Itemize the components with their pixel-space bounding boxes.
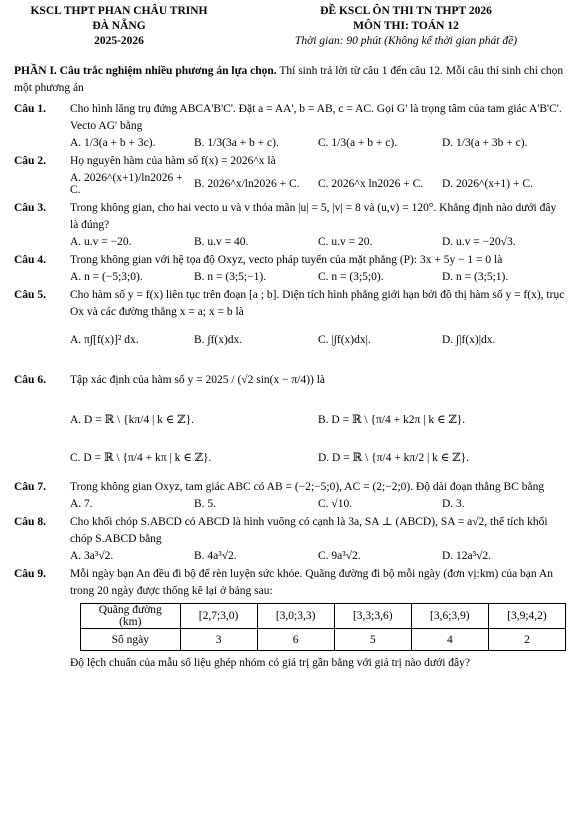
option-d[interactable]: D. D = ℝ \ {π/4 + kπ/2 | k ∈ ℤ}. — [318, 452, 469, 464]
table-cell: [2,7;3,0) — [180, 604, 257, 629]
option-a[interactable]: A. D = ℝ \ {kπ/4 | k ∈ ℤ}. — [70, 414, 194, 426]
question-footer: Độ lệch chuẩn của mẫu số liệu ghép nhóm có giá trị gần bằng với giá trị nào dưới đây? — [70, 657, 471, 669]
table-cell: 2 — [488, 629, 565, 651]
header-left — [14, 4, 224, 49]
option-d[interactable]: D. u.v = −20√3. — [442, 236, 516, 248]
question-1 — [14, 101, 566, 149]
table-cell: 6 — [257, 629, 334, 651]
question-label: Câu 7. — [14, 481, 46, 493]
option-c[interactable]: C. 2026^x ln2026 + C. — [318, 178, 424, 190]
table-cell: [3,0;3,3) — [257, 604, 334, 629]
header-right — [246, 4, 566, 49]
question-label: Câu 4. — [14, 254, 46, 266]
school-year: 2025-2026 — [94, 35, 144, 47]
option-c[interactable]: C. |∫f(x)dx|. — [318, 334, 371, 346]
exam-time: Thời gian: 90 phút (Không kể thời gian phát đề) — [294, 35, 518, 47]
option-a[interactable]: A. π∫[f(x)]² dx. — [70, 334, 139, 346]
question-2 — [14, 153, 566, 196]
question-text: Cho khối chóp S.ABCD có ABCD là hình vuông có cạnh là 3a, SA ⊥ (ABCD), SA = a√2, thể tích khối chóp S.ABCD bằng — [70, 516, 548, 545]
question-text: Mỗi ngày bạn An đều đi bộ để rèn luyện sức khỏe. Quãng đường đi bộ mỗi ngày (đơn vị:km) của bạn An trong 20 ngày được thống kê lại ở bảng sau: — [70, 568, 553, 597]
table-header-row — [81, 604, 566, 629]
table-cell: [3,9;4,2) — [488, 604, 565, 629]
question-3 — [14, 200, 566, 248]
option-a[interactable]: A. 3a³√2. — [70, 550, 114, 562]
question-label: Câu 9. — [14, 568, 46, 580]
exam-title: ĐỀ KSCL ÔN THI TN THPT 2026 — [320, 5, 492, 17]
question-label: Câu 6. — [14, 373, 46, 386]
table-cell: Quãng đường (km) — [81, 604, 181, 629]
option-b[interactable]: B. D = ℝ \ {π/4 + k2π | k ∈ ℤ}. — [318, 414, 466, 426]
option-c[interactable]: C. 9a³√2. — [318, 550, 361, 562]
question-8 — [14, 514, 566, 562]
option-a[interactable]: A. 2026^(x+1)/ln2026 + C. — [70, 172, 183, 196]
option-b[interactable]: B. n = (3;5;−1). — [194, 271, 267, 283]
option-c[interactable]: C. D = ℝ \ {π/4 + kπ | k ∈ ℤ}. — [70, 452, 212, 464]
option-a[interactable]: A. 7. — [70, 498, 93, 510]
question-label: Câu 5. — [14, 289, 46, 301]
question-text: Họ nguyên hàm của hàm số f(x) = 2026^x là — [70, 155, 276, 167]
exam-header — [14, 4, 566, 49]
option-c[interactable]: C. 1/3(a + b + c). — [318, 137, 398, 149]
question-label: Câu 8. — [14, 516, 46, 528]
question-text: Cho hàm số y = f(x) liên tục trên đoạn [a ; b]. Diện tích hình phẳng giới hạn bởi đồ thị hàm số y = f(x), trục Ox và các đường thẳng x = a; x = b là — [70, 289, 565, 318]
option-c[interactable]: C. n = (3;5;0). — [318, 271, 384, 283]
question-6 — [14, 361, 566, 475]
question-7 — [14, 479, 566, 510]
option-b[interactable]: B. 4a³√2. — [194, 550, 237, 562]
city-name: ĐÀ NẴNG — [92, 20, 146, 32]
option-c[interactable]: C. u.v = 20. — [318, 236, 373, 248]
option-d[interactable]: D. 3. — [442, 498, 465, 510]
question-label: Câu 2. — [14, 155, 46, 167]
table-cell: [3,6;3,9) — [411, 604, 488, 629]
question-label: Câu 3. — [14, 202, 46, 214]
question-text: Trong không gian Oxyz, tam giác ABC có AB = (−2;−5;0), AC = (2;−2;0). Độ dài đoạn thẳng BC bằng — [70, 481, 545, 493]
option-a[interactable]: A. u.v = −20. — [70, 236, 132, 248]
question-text: Tập xác định của hàm số y = 2025 / (√2 sin(x − π/4)) là — [70, 373, 326, 386]
section-instruction: Thí sinh trả lời từ câu 1 đến câu 12. Mỗi câu thí sinh chỉ chọn một phương án — [14, 65, 564, 94]
option-d[interactable]: D. 12a³√2. — [442, 550, 492, 562]
table-cell: 5 — [334, 629, 411, 651]
option-b[interactable]: B. 1/3(3a + b + c). — [194, 137, 279, 149]
question-text: Trong không gian, cho hai vecto u và v thỏa mãn |u| = 5, |v| = 8 và (u,v) = 120°. Khẳng định nào dưới đây là đúng? — [70, 202, 557, 231]
option-b[interactable]: B. 5. — [194, 498, 217, 510]
option-d[interactable]: D. ∫|f(x)|dx. — [442, 334, 496, 346]
option-d[interactable]: D. n = (3;5;1). — [442, 271, 509, 283]
question-text: Cho hình lăng trụ đứng ABCA'B'C'. Đặt a = AA', b = AB, c = AC. Gọi G' là trọng tâm của tam giác A'B'C'. Vecto AG' bằng — [70, 103, 562, 132]
exam-subject: MÔN THI: TOÁN 12 — [353, 20, 459, 32]
table-row — [81, 629, 566, 651]
question-5 — [14, 287, 566, 357]
section-title: PHẦN I. Câu trắc nghiệm nhiều phương án lựa chọn. — [14, 65, 277, 77]
question-4 — [14, 252, 566, 283]
table-cell: Số ngày — [81, 629, 181, 651]
option-d[interactable]: D. 2026^(x+1) + C. — [442, 178, 533, 190]
option-c[interactable]: C. √10. — [318, 498, 353, 510]
option-b[interactable]: B. ∫f(x)dx. — [194, 334, 243, 346]
option-d[interactable]: D. 1/3(a + 3b + c). — [442, 137, 528, 149]
school-name: KSCL THPT PHAN CHÂU TRINH — [30, 5, 208, 17]
table-cell: 3 — [180, 629, 257, 651]
option-b[interactable]: B. 2026^x/ln2026 + C. — [194, 178, 300, 190]
question-text: Trong không gian với hệ tọa độ Oxyz, vecto pháp tuyến của mặt phẳng (P): 3x + 5y − 1 = 0 là — [70, 254, 503, 266]
table-cell: 4 — [411, 629, 488, 651]
option-a[interactable]: A. 1/3(a + b + 3c). — [70, 137, 156, 149]
question-label: Câu 1. — [14, 103, 46, 115]
table-cell: [3,3;3,6) — [334, 604, 411, 629]
distance-table — [80, 603, 566, 651]
option-b[interactable]: B. u.v = 40. — [194, 236, 249, 248]
option-a[interactable]: A. n = (−5;3;0). — [70, 271, 143, 283]
section-intro — [14, 63, 566, 97]
question-9 — [14, 566, 566, 669]
